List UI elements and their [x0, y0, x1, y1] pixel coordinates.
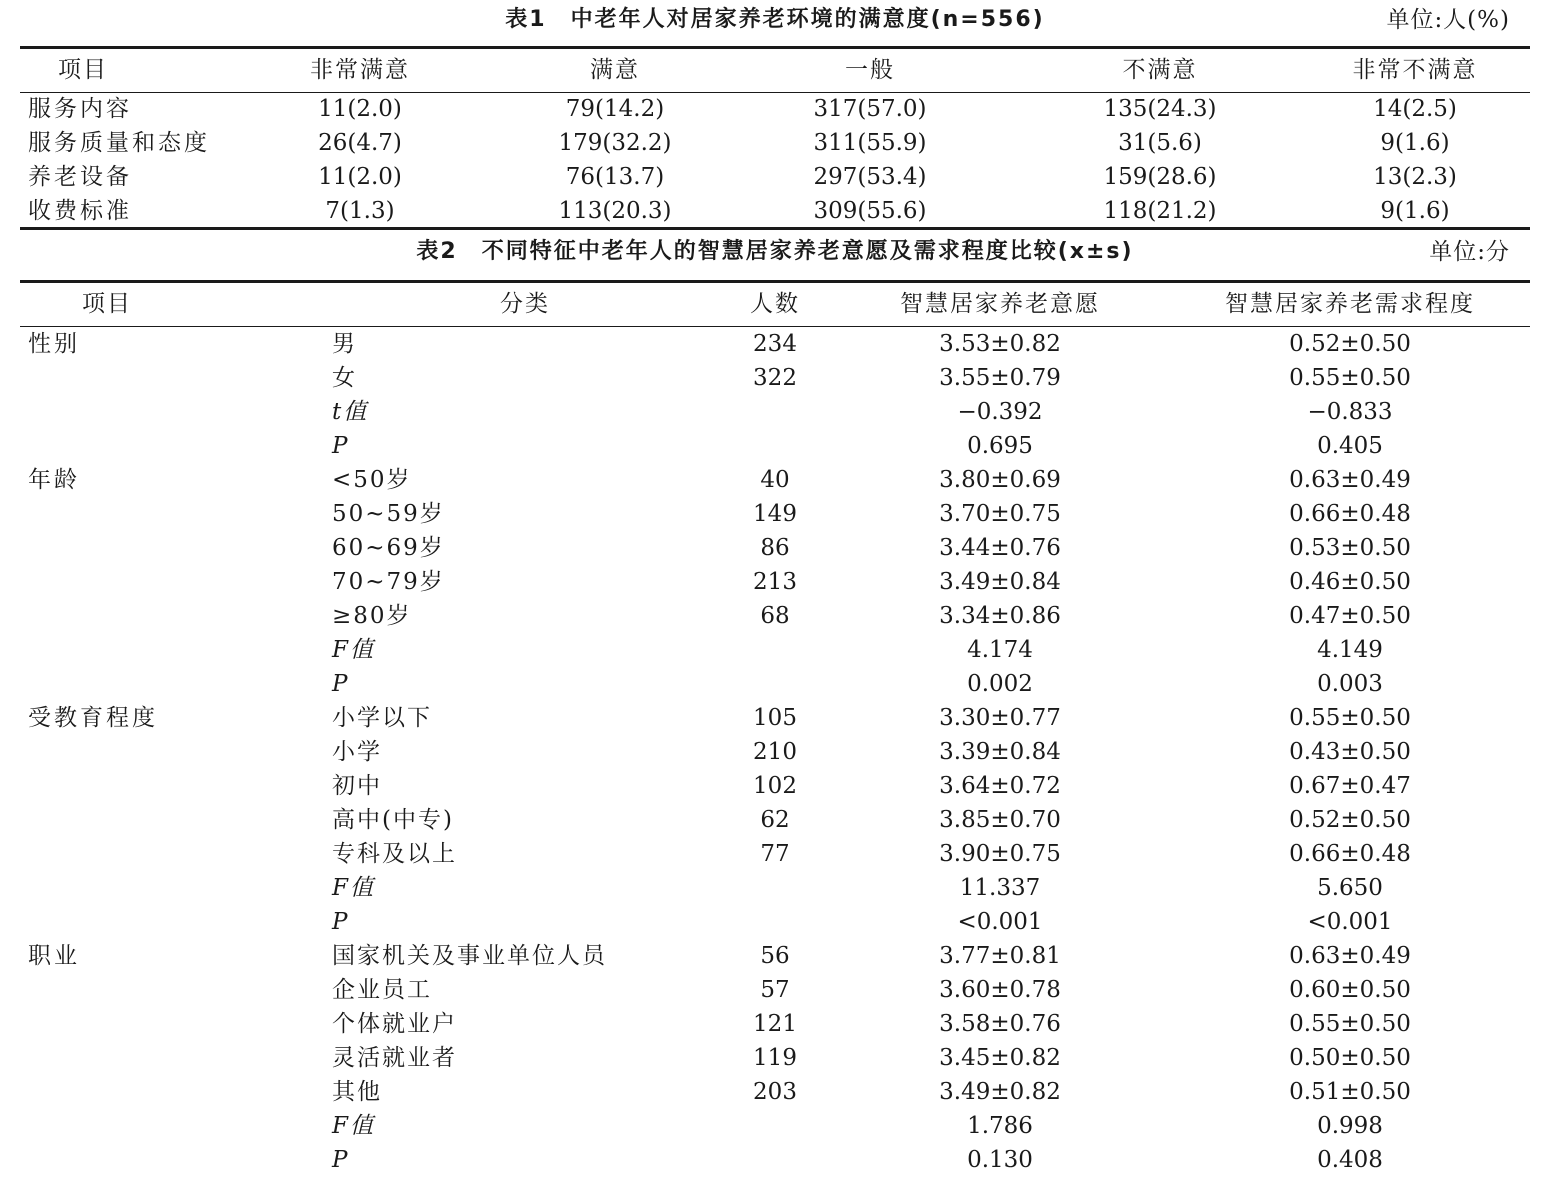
table2-value: 0.55±0.50 [1289, 1011, 1411, 1037]
table1-unit: 单位:人(%) [1386, 7, 1510, 33]
table2-row [20, 1007, 1530, 1041]
table2-row [20, 565, 1530, 599]
table2-group-label [20, 735, 330, 769]
table1 [20, 48, 1530, 228]
table2-category: 50~59岁 [332, 501, 445, 527]
table1-body [20, 92, 1530, 228]
table2-category: 小学 [332, 739, 382, 765]
table2-value: 3.55±0.79 [939, 365, 1061, 391]
table2-row [20, 1075, 1530, 1109]
table2-value: 3.77±0.81 [939, 943, 1061, 969]
table2-category: F值 [332, 637, 375, 663]
table2-group-label: 职业 [28, 943, 80, 969]
table2-row [20, 1109, 1530, 1143]
table1-row-label: 服务质量和态度 [28, 130, 210, 156]
table2-value: 3.34±0.86 [939, 603, 1061, 629]
table2-category: 小学以下 [332, 705, 432, 731]
table2-value: 0.003 [1317, 671, 1383, 697]
table2-count: 62 [760, 807, 790, 833]
table2-caption [20, 232, 1530, 272]
table2-value: 0.66±0.48 [1289, 841, 1411, 867]
table2-group-label [20, 395, 330, 429]
table2-value: 0.998 [1317, 1113, 1383, 1139]
table2-category: 女 [332, 365, 357, 391]
table1-row [20, 194, 1530, 228]
table2-value: 0.405 [1317, 433, 1383, 459]
table2-group-label [20, 599, 330, 633]
table2-value: 3.80±0.69 [939, 467, 1061, 493]
table2-group-label [20, 905, 330, 939]
table2-value: 3.60±0.78 [939, 977, 1061, 1003]
table2-value: 0.50±0.50 [1289, 1045, 1411, 1071]
table2-row [20, 939, 1530, 973]
table2-header-cell: 智慧居家养老意愿 [900, 291, 1100, 317]
table2-group-label [20, 1041, 330, 1075]
table1-header-cell: 一般 [845, 57, 895, 83]
table1-caption [20, 0, 1530, 40]
table2-value: 3.70±0.75 [939, 501, 1061, 527]
table2-count [720, 395, 830, 429]
table2-value: 1.786 [967, 1113, 1033, 1139]
table2-count: 102 [753, 773, 797, 799]
table2-count: 57 [760, 977, 790, 1003]
table2-value: 0.51±0.50 [1289, 1079, 1411, 1105]
table2-group-label [20, 497, 330, 531]
table2-value: 0.002 [967, 671, 1033, 697]
table1-header-cell: 非常满意 [310, 57, 410, 83]
table2-value: 0.52±0.50 [1289, 331, 1411, 357]
table2-group-label: 受教育程度 [28, 705, 158, 731]
table2-row [20, 633, 1530, 667]
table1-cell: 31(5.6) [1118, 130, 1202, 156]
table2-row [20, 463, 1530, 497]
table2-value: −0.833 [1307, 399, 1393, 425]
table2-row [20, 837, 1530, 871]
table2-category: 个体就业户 [332, 1011, 457, 1037]
table1-header-row [20, 48, 1530, 92]
table2-count: 149 [753, 501, 797, 527]
table2-value: 3.49±0.82 [939, 1079, 1061, 1105]
table1-cell: 79(14.2) [565, 96, 665, 122]
table2-header-cell: 人数 [750, 291, 800, 317]
table2-count: 234 [753, 331, 797, 357]
table2-row [20, 395, 1530, 429]
table2-row [20, 803, 1530, 837]
table1-header-cell: 项目 [58, 57, 108, 83]
table1-cell: 135(24.3) [1103, 96, 1217, 122]
table2-group-label [20, 429, 330, 463]
table2-category: 60~69岁 [332, 535, 445, 561]
table2-group-label [20, 361, 330, 395]
table2-category: 专科及以上 [332, 841, 457, 867]
table2-value: 0.66±0.48 [1289, 501, 1411, 527]
table2-value: 0.695 [967, 433, 1033, 459]
table2-category: 高中(中专) [332, 807, 454, 833]
table1-row-label: 服务内容 [28, 96, 132, 122]
table1-title: 表1 中老年人对居家养老环境的满意度(n=556) [505, 7, 1045, 32]
table2-title: 表2 不同特征中老年人的智慧居家养老意愿及需求程度比较(x±s) [416, 239, 1134, 264]
table2-category: 企业员工 [332, 977, 432, 1003]
table1-cell: 179(32.2) [558, 130, 672, 156]
table2-value: 5.650 [1317, 875, 1383, 901]
table2-count: 121 [753, 1011, 797, 1037]
table2-count [720, 429, 830, 463]
table2-category: 国家机关及事业单位人员 [332, 943, 607, 969]
table2-row [20, 701, 1530, 735]
table2-value: 3.49±0.84 [939, 569, 1061, 595]
table2-count [720, 905, 830, 939]
table2-header-cell: 智慧居家养老需求程度 [1225, 291, 1475, 317]
table2-value: <0.001 [957, 909, 1043, 935]
table2-value: 3.85±0.70 [939, 807, 1061, 833]
table2-value: 0.55±0.50 [1289, 365, 1411, 391]
table2-group-label [20, 1007, 330, 1041]
table2-value: 0.53±0.50 [1289, 535, 1411, 561]
table2-row [20, 1041, 1530, 1075]
table2-count [720, 871, 830, 905]
table2-category: P [332, 1147, 350, 1173]
table2-value: 3.90±0.75 [939, 841, 1061, 867]
table1-cell: 7(1.3) [325, 198, 395, 224]
table2-value: 0.46±0.50 [1289, 569, 1411, 595]
table2-category: F值 [332, 1113, 375, 1139]
table1-cell: 309(55.6) [813, 198, 927, 224]
table2-category: 其他 [332, 1079, 382, 1105]
table2-value: 0.55±0.50 [1289, 705, 1411, 731]
table2-group-label [20, 769, 330, 803]
table1-cell: 13(2.3) [1373, 164, 1457, 190]
table2-category: t值 [332, 399, 369, 425]
table1-row [20, 126, 1530, 160]
table2-row [20, 497, 1530, 531]
table2-group-label [20, 803, 330, 837]
table2-row [20, 769, 1530, 803]
table2-group-label [20, 837, 330, 871]
table1-header-cell: 满意 [590, 57, 640, 83]
table1-cell: 26(4.7) [318, 130, 402, 156]
table2-category: P [332, 909, 350, 935]
table2-header-row [20, 282, 1530, 327]
table1-row [20, 92, 1530, 126]
table2-count: 210 [753, 739, 797, 765]
table2-value: 4.174 [967, 637, 1033, 663]
table2-category: <50岁 [332, 467, 412, 493]
table2-category: 70~79岁 [332, 569, 445, 595]
table1-cell: 113(20.3) [558, 198, 672, 224]
table2-group-label [20, 1075, 330, 1109]
table2-count: 86 [760, 535, 790, 561]
table2-value: 0.408 [1317, 1147, 1383, 1173]
table2-header-cell: 项目 [82, 291, 132, 317]
table1-cell: 159(28.6) [1103, 164, 1217, 190]
table2-group-label [20, 565, 330, 599]
table2-value: 3.45±0.82 [939, 1045, 1061, 1071]
table2-group-label [20, 1143, 330, 1177]
table2-value: 0.67±0.47 [1289, 773, 1411, 799]
table2-count [720, 1109, 830, 1143]
table1-bottom-rule [20, 227, 1530, 230]
table2-group-label [20, 667, 330, 701]
table2-row [20, 667, 1530, 701]
table2-group-label [20, 871, 330, 905]
table2-value: <0.001 [1307, 909, 1393, 935]
table2-count: 56 [760, 943, 790, 969]
table2-row [20, 327, 1530, 361]
table2-count: 68 [760, 603, 790, 629]
table1-cell: 9(1.6) [1380, 130, 1450, 156]
table1-cell: 11(2.0) [318, 96, 402, 122]
table2-unit: 单位:分 [1429, 239, 1510, 265]
table2-value: 3.64±0.72 [939, 773, 1061, 799]
table2 [20, 282, 1530, 1177]
table2-value: 0.130 [967, 1147, 1033, 1173]
table2-value: 0.63±0.49 [1289, 943, 1411, 969]
table2-value: −0.392 [957, 399, 1043, 425]
table2-group-label: 性别 [28, 331, 80, 357]
table2-category: 灵活就业者 [332, 1045, 457, 1071]
table1-cell: 11(2.0) [318, 164, 402, 190]
table2-value: 4.149 [1317, 637, 1383, 663]
table2-value: 0.60±0.50 [1289, 977, 1411, 1003]
table2-value: 0.47±0.50 [1289, 603, 1411, 629]
table2-row [20, 871, 1530, 905]
table2-count: 40 [760, 467, 790, 493]
table1-cell: 297(53.4) [813, 164, 927, 190]
table2-category: 初中 [332, 773, 382, 799]
table2-row [20, 905, 1530, 939]
table2-group-label [20, 531, 330, 565]
table2-value: 3.44±0.76 [939, 535, 1061, 561]
table2-count: 77 [760, 841, 790, 867]
table2-count: 105 [753, 705, 797, 731]
table2-count: 119 [753, 1045, 797, 1071]
table2-group-label [20, 973, 330, 1007]
table2-value: 3.58±0.76 [939, 1011, 1061, 1037]
table2-count: 213 [753, 569, 797, 595]
table2-row [20, 531, 1530, 565]
table1-row [20, 160, 1530, 194]
table2-count: 203 [753, 1079, 797, 1105]
table2-value: 0.43±0.50 [1289, 739, 1411, 765]
table1-cell: 14(2.5) [1373, 96, 1457, 122]
table2-row [20, 361, 1530, 395]
table2-count [720, 1143, 830, 1177]
table2-value: 0.63±0.49 [1289, 467, 1411, 493]
table2-row [20, 429, 1530, 463]
table2-group-label [20, 1109, 330, 1143]
table2-count [720, 667, 830, 701]
table1-header-cell: 非常不满意 [1352, 57, 1478, 83]
table2-category: P [332, 433, 350, 459]
table1-cell: 9(1.6) [1380, 198, 1450, 224]
table1-cell: 311(55.9) [813, 130, 927, 156]
table1-header-cell: 不满意 [1122, 57, 1198, 83]
table2-value: 3.39±0.84 [939, 739, 1061, 765]
table2-header-cell: 分类 [500, 291, 550, 317]
table2-value: 0.52±0.50 [1289, 807, 1411, 833]
table1-row-label: 收费标准 [28, 198, 132, 224]
table2-category: ≥80岁 [332, 603, 412, 629]
table2-body [20, 327, 1530, 1177]
table2-row [20, 735, 1530, 769]
table2-category: P [332, 671, 350, 697]
table2-value: 3.30±0.77 [939, 705, 1061, 731]
table2-group-label [20, 633, 330, 667]
table2-value: 3.53±0.82 [939, 331, 1061, 357]
table1-row-label: 养老设备 [28, 164, 132, 190]
table2-category: F值 [332, 875, 375, 901]
table1-cell: 76(13.7) [565, 164, 665, 190]
table2-row [20, 599, 1530, 633]
table2-category: 男 [332, 331, 357, 357]
table2-row [20, 973, 1530, 1007]
table2-count [720, 633, 830, 667]
table2-count: 322 [753, 365, 797, 391]
table2-row [20, 1143, 1530, 1177]
table1-cell: 317(57.0) [813, 96, 927, 122]
table2-value: 11.337 [959, 875, 1041, 901]
table2-group-label: 年龄 [28, 467, 80, 493]
table1-cell: 118(21.2) [1103, 198, 1217, 224]
